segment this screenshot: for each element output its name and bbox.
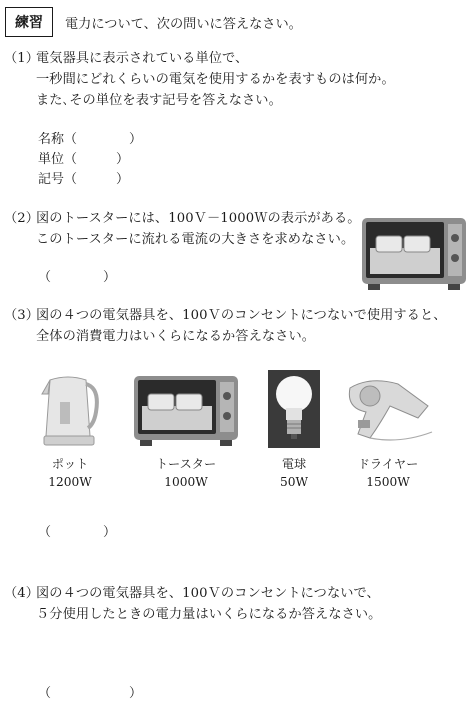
q1-line-3: また､その単位を表す記号を答えなさい。	[36, 93, 282, 108]
dryer-image	[340, 372, 438, 447]
q4-line-1: 図の４つの電気器具を、100Ｖのコンセントにつないで、	[36, 586, 380, 601]
answer-blank[interactable]: （ ）	[64, 152, 130, 167]
q4-number: （4）	[4, 586, 40, 601]
appliance-caption-dryer	[346, 455, 430, 491]
q1-field-symbol[interactable]	[38, 170, 129, 190]
appliance-power: 1200W	[48, 475, 92, 489]
q3-line-2: 全体の消費電力はいくらになるか答えなさい。	[36, 329, 316, 344]
appliance-power: 50W	[279, 475, 309, 489]
q4-answer-blank[interactable]: （ ）	[38, 686, 143, 701]
field-label: 単位	[38, 152, 65, 167]
q2-number: （2）	[4, 211, 40, 226]
appliance-caption-pot	[40, 455, 100, 491]
toaster-image	[360, 214, 468, 292]
appliance-power: 1000W	[164, 475, 208, 489]
appliance-name: ドライヤー	[357, 457, 419, 471]
appliance-name: 電球	[281, 457, 307, 471]
bulb-image	[268, 370, 320, 448]
q2-line-2: このトースターに流れる電流の大きさを求めなさい。	[36, 232, 355, 247]
field-label: 名称	[38, 132, 65, 147]
q1-field-name[interactable]	[38, 130, 142, 150]
instruction-text: 電力について、次の問いに答えなさい。	[65, 17, 302, 32]
q1-line-2: 一秒間にどれくらいの電気を使用するかを表すものは何か。	[36, 72, 395, 87]
q3-answer-blank[interactable]: （ ）	[38, 525, 117, 540]
q1-line-1: 電気器具に表示されている単位で、	[36, 51, 249, 66]
q1-field-unit[interactable]	[38, 150, 129, 170]
q3-number: （3）	[4, 308, 40, 323]
q1-number: （1）	[4, 51, 40, 66]
kettle-image	[38, 372, 100, 447]
q2-line-1: 図のトースターには、100Ｖ－1000Ｗの表示がある。	[36, 211, 361, 226]
practice-tag: 練習	[5, 7, 53, 37]
appliance-caption-bulb	[266, 455, 322, 491]
toaster-image-2	[132, 372, 240, 447]
field-label: 記号	[38, 172, 65, 187]
appliance-power: 1500W	[366, 475, 410, 489]
answer-blank[interactable]: （ ）	[64, 132, 143, 147]
appliance-name: トースター	[155, 457, 217, 471]
appliance-name: ポット	[51, 457, 89, 471]
q2-answer-blank[interactable]: （ ）	[38, 270, 117, 285]
q4-line-2: ５分使用したときの電力量はいくらになるか答えなさい。	[36, 607, 382, 622]
q3-line-1: 図の４つの電気器具を、100Ｖのコンセントにつないで使用すると、	[36, 308, 447, 323]
appliance-caption-toaster	[140, 455, 232, 491]
answer-blank[interactable]: （ ）	[64, 172, 130, 187]
